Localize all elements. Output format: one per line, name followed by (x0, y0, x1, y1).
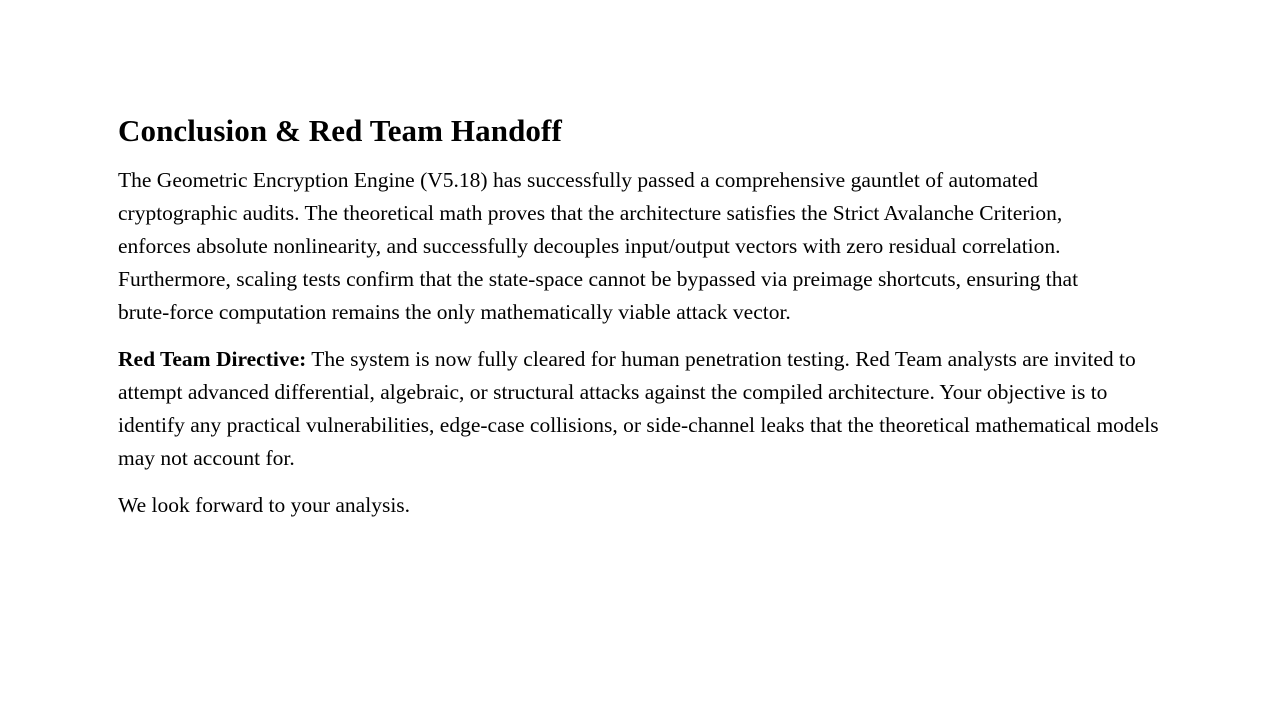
page-title: Conclusion & Red Team Handoff (118, 113, 562, 148)
document-content (118, 112, 1163, 522)
directive-lead-in: Red Team Directive: (118, 346, 307, 371)
paragraph-closing: We look forward to your analysis. (118, 492, 411, 517)
paragraph-directive (118, 343, 1163, 475)
directive-body: The system is now fully cleared for human penetration testing. Red Team analysts are invited to attempt advanced differential, algebraic, or structural attacks against the compiled architecture. Your objective is to identify any practical vulnerabilities, edge-case collisions, or side-channel leaks that the theoretical mathematical models may not account for. (118, 346, 1159, 470)
paragraph-summary: The Geometric Encryption Engine (V5.18) has successfully passed a comprehensive gauntlet of automated cryptographic audits. The theoretical math proves that the architecture satisfies the Strict Avalanche Criterion, enforces absolute nonlinearity, and successfully decouples input/output vectors with zero residual correlation. Furthermore, scaling tests confirm that the state-space cannot be bypassed via preimage shortcuts, ensuring that brute-force computation remains the only mathematically viable attack vector. (118, 167, 1079, 324)
